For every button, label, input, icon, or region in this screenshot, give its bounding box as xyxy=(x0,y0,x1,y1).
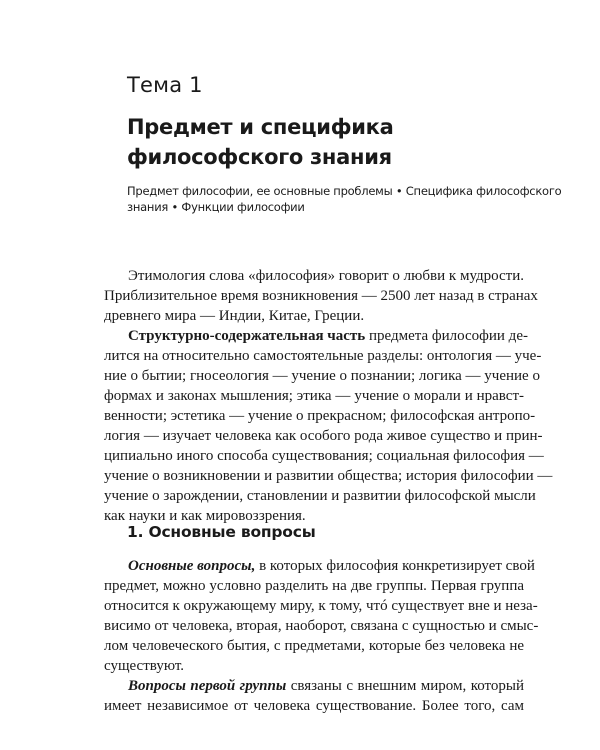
section-p1-line-2: предмет, можно условно разделить на две группы. Первая группа xyxy=(104,578,524,594)
section-p1-line-1-rest: в которых философия конкретизирует свой xyxy=(255,558,535,574)
intro-p2-line-6: логия — изучает человека как особого рода живое существо и прин- xyxy=(104,428,543,444)
section-heading: 1. Основные вопросы xyxy=(127,523,316,541)
outline-line-2: знания • Функции философии xyxy=(127,200,305,214)
intro-p2-line-4: формах и законах мышления; этика — учение о морали и нравст- xyxy=(104,388,524,404)
chapter-title-line-1: Предмет и специфика xyxy=(127,115,394,139)
section-p2-line-2: имеет независимое от человека существование. Более того, сам xyxy=(104,698,524,714)
intro-p2-line-10: как науки и как мировоззрения. xyxy=(104,508,306,524)
section-p1-line-3: относится к окружающему миру, к тому, чтó существует вне и неза- xyxy=(104,598,538,614)
chapter-outline xyxy=(127,183,562,215)
intro-p2-line-9: учение о зарождении, становлении и развитии философской мысли xyxy=(104,488,536,504)
section-1-text xyxy=(104,556,539,716)
intro-p2-line-1-rest: предмета философии де- xyxy=(365,328,528,344)
chapter-title-line-2: философского знания xyxy=(127,145,392,169)
section-p1-line-4: висимо от человека, вторая, наоборот, связана с сущностью и смыс- xyxy=(104,618,539,634)
intro-p1-line-1: Этимология слова «философия» говорит о любви к мудрости. xyxy=(128,268,524,284)
first-group-term: Вопросы первой группы xyxy=(128,678,287,694)
intro-p2-line-7: ципиально иного способа существования; социальная философия — xyxy=(104,448,544,464)
intro-p2-line-5: венности; эстетика — учение о прекрасном; философская антропо- xyxy=(104,408,536,424)
outline-line-1: Предмет философии, ее основные проблемы • Специфика философского xyxy=(127,184,562,198)
structural-part-term: Структурно-содержательная часть xyxy=(128,328,366,344)
intro-p2-line-3: ние о бытии; гносеология — учение о познании; логика — учение о xyxy=(104,368,540,384)
intro-p1-line-3: древнего мира — Индии, Китае, Греции. xyxy=(104,308,365,324)
section-p1-line-6: существуют. xyxy=(104,658,185,674)
chapter-title xyxy=(127,112,547,172)
section-p2-line-1-rest: связаны с внешним миром, который xyxy=(286,678,525,694)
intro-text xyxy=(104,266,553,526)
topic-label: Тема 1 xyxy=(127,73,203,97)
section-p1-line-5: лом человеческого бытия, с предметами, которые без человека не xyxy=(104,638,524,654)
main-questions-term: Основные вопросы, xyxy=(128,558,256,574)
intro-p1-line-2: Приблизительное время возникновения — 2500 лет назад в странах xyxy=(104,288,538,304)
intro-p2-line-8: учение о возникновении и развитии общества; история философии — xyxy=(104,468,553,484)
section-p1-line-1 xyxy=(104,556,535,576)
intro-p2-line-2: лится на относительно самостоятельные разделы: онтология — уче- xyxy=(104,348,542,364)
section-p2-line-1 xyxy=(104,676,524,696)
intro-p2-line-1 xyxy=(104,326,528,346)
